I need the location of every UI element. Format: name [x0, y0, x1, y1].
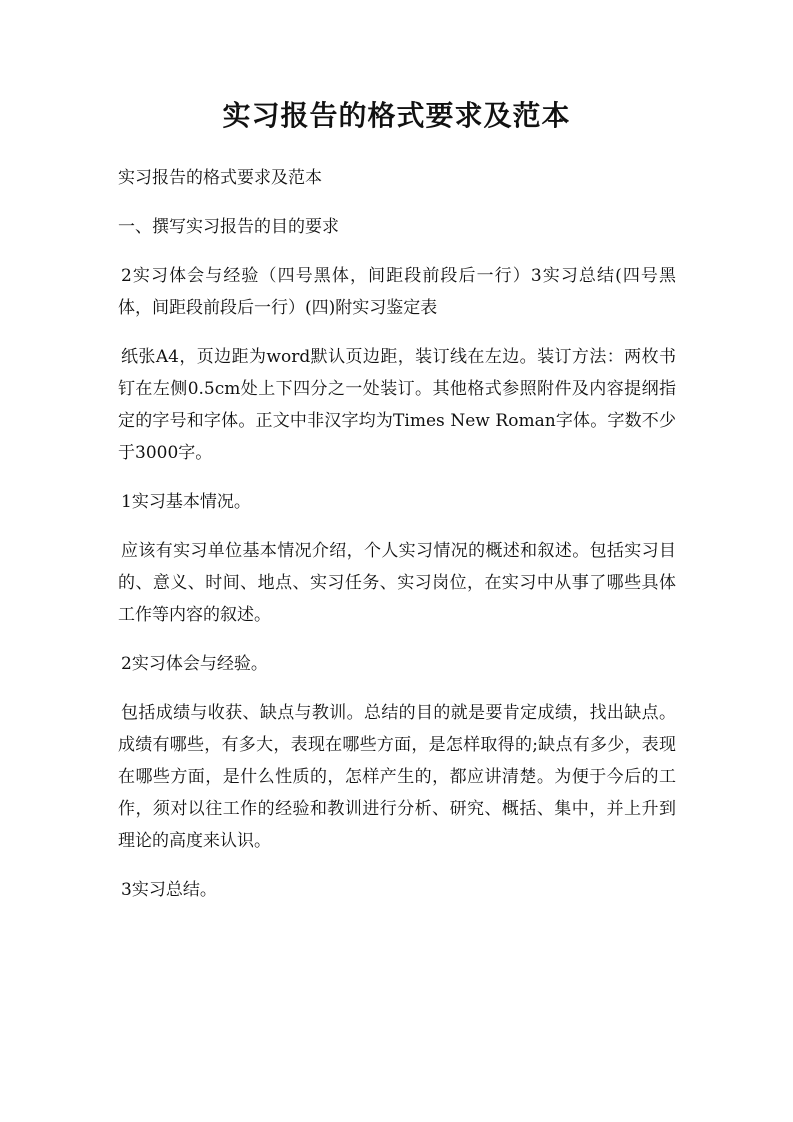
paragraph-heading-summary: 3实习总结。: [121, 880, 217, 900]
paragraph-basic-situation: 应该有实习单位基本情况介绍，个人实习情况的概述和叙述。包括实习目的、意义、时间、地点、实习任务、实习岗位，在实习中从事了哪些具体工作等内容的叙述。: [118, 541, 676, 625]
paragraph-heading-experience: 2实习体会与经验。: [121, 654, 268, 674]
paragraph-subtitle: 实习报告的格式要求及范本: [118, 168, 322, 188]
document-title: 实习报告的格式要求及范本: [222, 99, 571, 132]
paragraph-paper-requirements: 纸张A4，页边距为word默认页边距，装订线在左边。装订方法：两枚书钉在左侧0.5cm处上下四分之一处装订。其他格式参照附件及内容提纲指定的字号和字体。正文中非汉字均为Times New Roman字体。字数不少于3000字。: [118, 347, 676, 463]
paragraph-section-heading: 一、撰写实习报告的目的要求: [118, 217, 339, 237]
paragraph-format-notes: 2实习体会与经验（四号黑体，间距段前段后一行）3实习总结(四号黑体，间距段前段后一行）(四)附实习鉴定表: [118, 266, 676, 318]
document-body: [118, 162, 676, 923]
paragraph-experience: 包括成绩与收获、缺点与教训。总结的目的就是要肯定成绩，找出缺点。成绩有哪些，有多大，表现在哪些方面，是怎样取得的;缺点有多少，表现在哪些方面，是什么性质的，怎样产生的，都应讲清楚。为便于今后的工作，须对以往工作的经验和教训进行分析、研究、概括、集中，并上升到理论的高度来认识。: [118, 703, 676, 851]
paragraph-heading-basic-situation: 1实习基本情况。: [121, 492, 251, 512]
